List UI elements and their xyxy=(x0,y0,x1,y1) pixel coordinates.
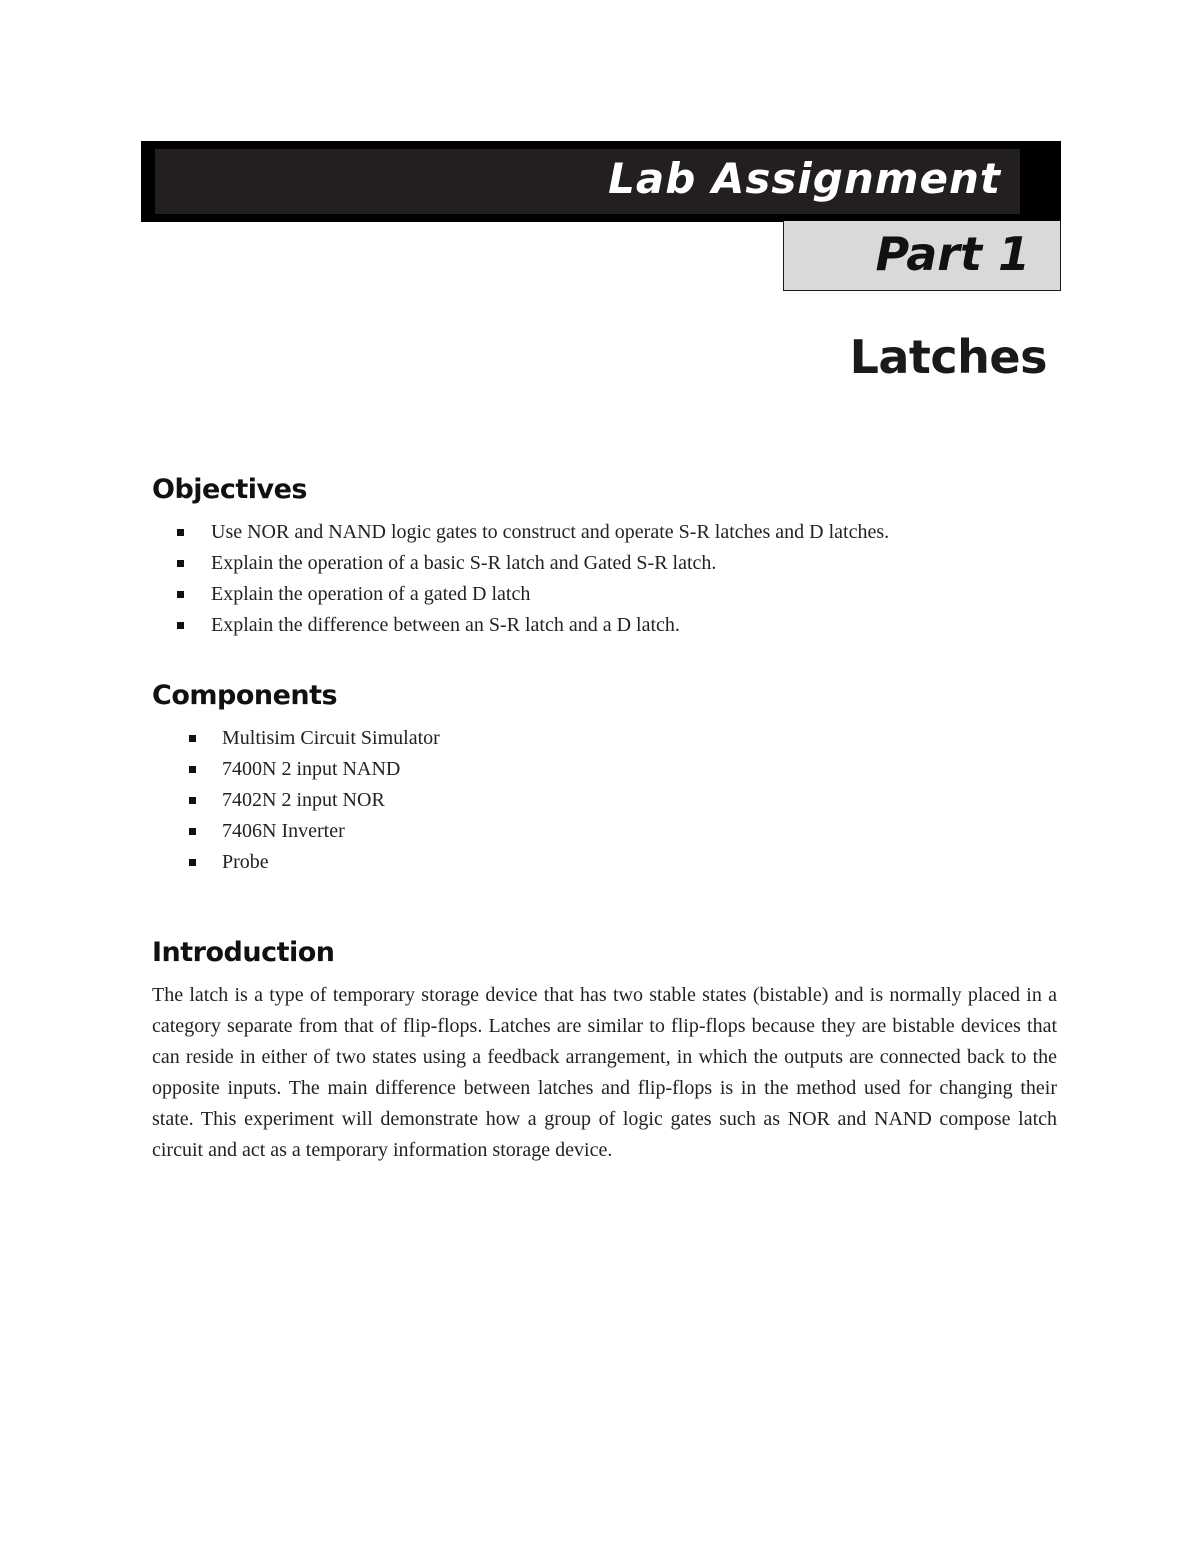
component-text: Multisim Circuit Simulator xyxy=(222,727,440,749)
bullet-square-icon xyxy=(189,735,196,742)
objectives-heading: Objectives xyxy=(152,474,307,505)
part-box xyxy=(783,221,1061,291)
bullet-square-icon xyxy=(177,591,184,598)
chapter-title: Latches xyxy=(849,330,1047,384)
objective-text: Explain the difference between an S-R latch and a D latch. xyxy=(211,614,680,636)
header-band xyxy=(141,141,1061,222)
component-text: 7402N 2 input NOR xyxy=(222,789,385,811)
objective-text: Explain the operation of a basic S-R latch and Gated S-R latch. xyxy=(211,552,717,574)
bullet-square-icon xyxy=(189,859,196,866)
introduction-heading: Introduction xyxy=(152,937,335,968)
objective-text: Explain the operation of a gated D latch xyxy=(211,583,531,605)
bullet-square-icon xyxy=(177,529,184,536)
bullet-square-icon xyxy=(177,622,184,629)
introduction-paragraph: The latch is a type of temporary storage device that has two stable states (bistable) and is normally placed in a category separate from that of flip-flops. Latches are similar to flip-flops because they are bistable devices that can reside in either of two states using a feedback arrangement, in which the outputs are connected back to the opposite inputs. The main difference between latches and flip-flops is in the method used for changing their state. This experiment will demonstrate how a group of logic gates such as NOR and NAND compose latch circuit and act as a temporary information storage device. xyxy=(152,984,1057,1161)
part-label: Part 1 xyxy=(875,227,1030,281)
component-text: 7400N 2 input NAND xyxy=(222,758,401,780)
bullet-square-icon xyxy=(189,797,196,804)
component-text: 7406N Inverter xyxy=(222,820,345,842)
objective-text: Use NOR and NAND logic gates to construct and operate S-R latches and D latches. xyxy=(211,521,890,543)
bullet-square-icon xyxy=(189,766,196,773)
component-text: Probe xyxy=(222,851,269,873)
components-heading: Components xyxy=(152,680,338,711)
header-title: Lab Assignment xyxy=(608,154,1001,203)
bullet-square-icon xyxy=(189,828,196,835)
bullet-square-icon xyxy=(177,560,184,567)
